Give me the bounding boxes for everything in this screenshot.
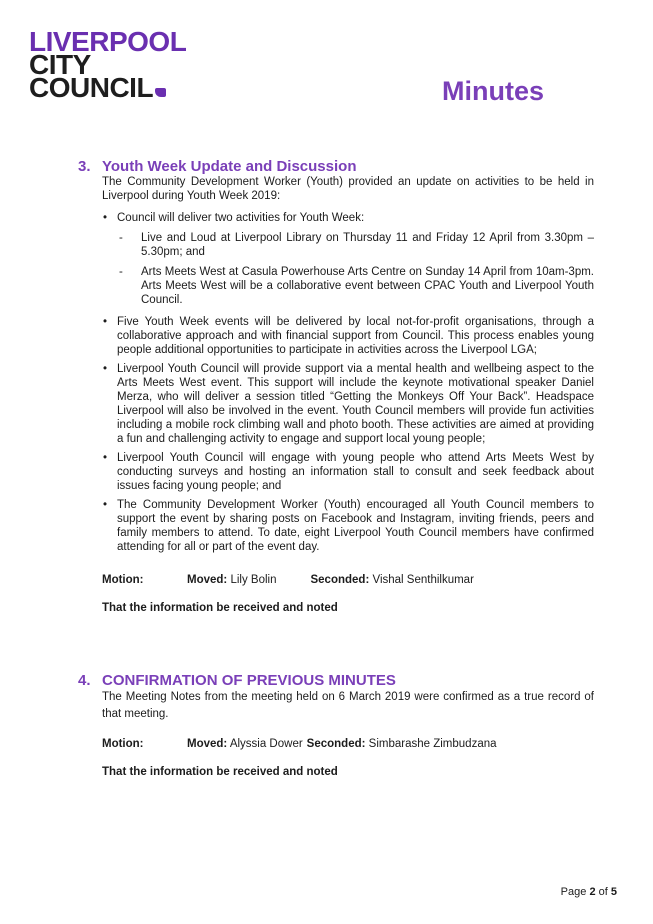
seconded-field xyxy=(310,573,473,587)
bullet-item: • Five Youth Week events will be delivered by local not-for-profit organisations, through a collaborative approach and with financial support from Council. This process enables young people additional opportunities to participate in activities across the Liverpool LGA; xyxy=(102,315,594,357)
logo-line-council xyxy=(29,72,186,103)
section-number: 3. xyxy=(78,158,91,175)
page-of-label: of xyxy=(598,886,608,898)
page-footer xyxy=(561,886,617,898)
seconded-field xyxy=(307,737,497,751)
section-intro: The Meeting Notes from the meeting held on 6 March 2019 were confirmed as a true record of that meeting. xyxy=(102,691,594,720)
seconded-name: Simbarashe Zimbudzana xyxy=(368,738,497,750)
logo-line-city: CITY xyxy=(29,49,91,80)
motion-label: Motion: xyxy=(102,574,144,586)
page-total: 5 xyxy=(610,886,617,898)
section-intro: The Community Development Worker (Youth) provided an update on activities to be held in Liverpool during Youth Week 2019: xyxy=(102,176,594,202)
bullet-text: Council will deliver two activities for Youth Week: xyxy=(117,212,365,224)
sub-list xyxy=(117,231,594,307)
section-previous-minutes xyxy=(78,672,594,779)
section-body xyxy=(102,175,594,615)
moved-label: Moved: xyxy=(187,574,228,586)
logo-line-liverpool: LIVERPOOL xyxy=(29,26,187,57)
bullet-item: • Liverpool Youth Council will provide support via a mental health and wellbeing aspect to the Arts Meets West event. This support will include the keynote motivational speaker Daniel Merza, who will deliver a session titled “Getting the Monkeys Off Your Back”. Headspace Liverpool will also be involved in the event. Youth Council members will provide fun activities including a mobile rock climbing wall and photo booth. These activities are aimed at providing a fun and challenging activity to engage and support local young people; xyxy=(102,362,594,446)
section-heading xyxy=(78,158,594,175)
bullet-item: • Liverpool Youth Council will engage with young people who attend Arts Meets West by conducting surveys and hosting an information stall to consult and seek feedback about issues facing young people; and xyxy=(102,451,594,493)
moved-field xyxy=(187,737,303,751)
seconded-label: Seconded: xyxy=(310,574,370,586)
section-body xyxy=(102,689,594,779)
section-heading xyxy=(78,672,594,689)
moved-name: Alyssia Dower xyxy=(229,738,303,750)
bullet-item: • The Community Development Worker (Youth) encouraged all Youth Council members to support the event by sharing posts on Facebook and Instagram, inviting friends, peers and family members to attend. To date, eight Liverpool Youth Council members have confirmed attending for all or part of the event day. xyxy=(102,498,594,554)
seconded-label: Seconded: xyxy=(306,738,366,750)
section-youth-week xyxy=(78,158,594,615)
seconded-name: Vishal Senthilkumar xyxy=(372,574,474,586)
section-number: 4. xyxy=(78,672,91,689)
resolution: That the information be received and noted xyxy=(102,602,338,614)
moved-name: Lily Bolin xyxy=(230,574,277,586)
sub-item: - Arts Meets West at Casula Powerhouse Arts Centre on Sunday 14 April from 10am-3pm. Arts Meets West will be a collaborative event between CPAC Youth and Liverpool Youth Council. xyxy=(117,265,594,307)
page-label: Page xyxy=(560,886,587,898)
motion-row xyxy=(102,573,594,587)
section-title: CONFIRMATION OF PREVIOUS MINUTES xyxy=(102,672,396,689)
logo-mark-icon xyxy=(155,88,166,97)
resolution: That the information be received and noted xyxy=(102,766,338,778)
section-title: Youth Week Update and Discussion xyxy=(102,158,357,175)
bullet-item xyxy=(102,211,594,307)
council-logo xyxy=(29,26,187,103)
motion-label: Motion: xyxy=(102,738,144,750)
sub-item: - Live and Loud at Liverpool Library on Thursday 11 and Friday 12 April from 3.30pm – 5.30pm; and xyxy=(117,231,594,259)
bullet-list xyxy=(102,211,594,554)
page-number: 2 xyxy=(589,886,596,898)
motion-row xyxy=(102,737,594,751)
moved-field xyxy=(187,573,276,587)
moved-label: Moved: xyxy=(187,738,228,750)
document-title: Minutes xyxy=(441,76,544,106)
logo-council-text: COUNCIL xyxy=(29,72,154,103)
